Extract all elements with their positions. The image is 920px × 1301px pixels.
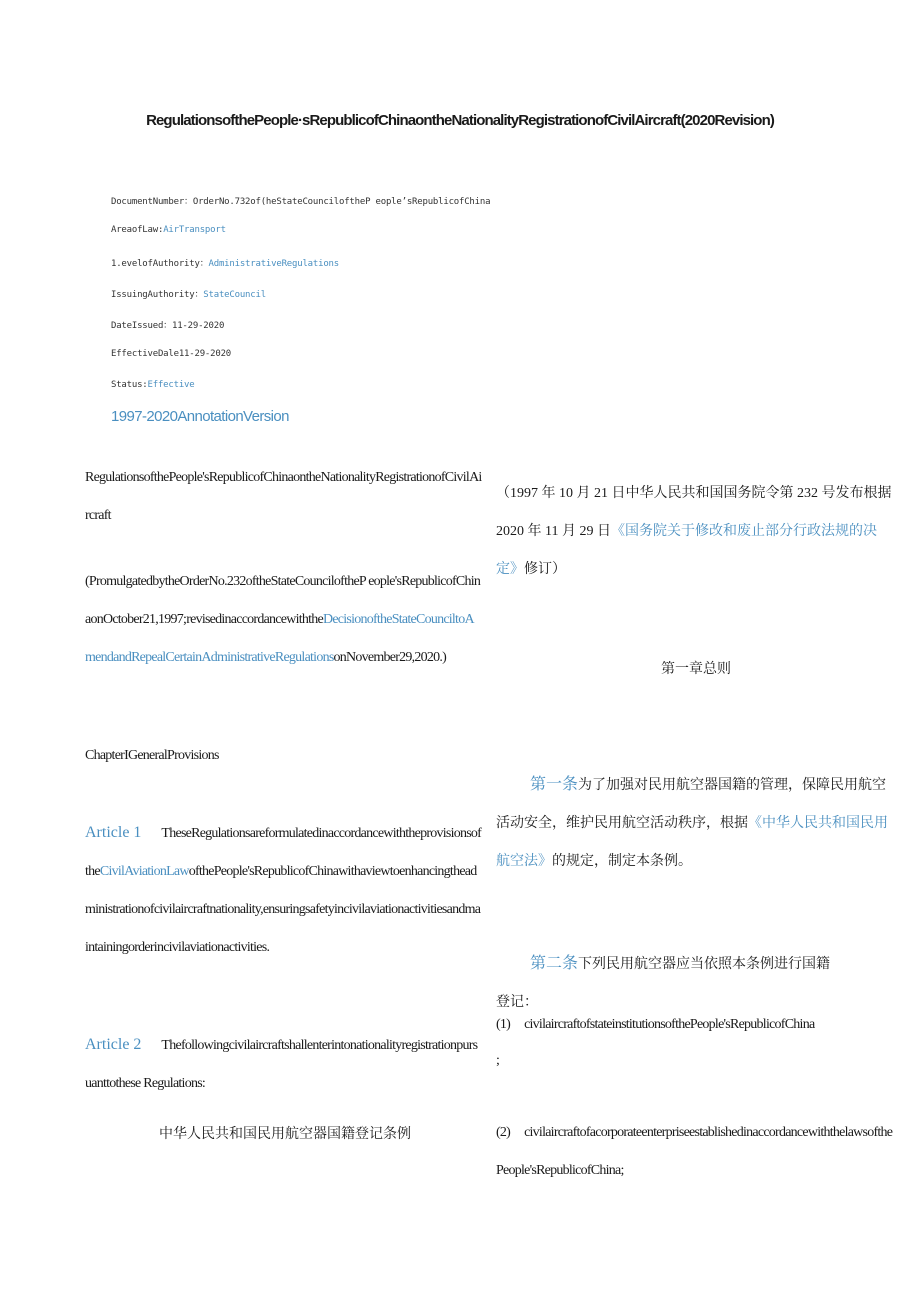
document-number: DocumentNumber：OrderNo.732of(heStateCounciloftheP eople’sRepublicofChina [111,197,491,207]
issuing-authority-link[interactable]: StateCouncil [203,290,266,300]
list-item-2-number: (2) [496,1125,511,1140]
list-item-1-text: civilaircraftofstateinstitutionsofthePeople'sRepublicofChina [524,1017,815,1032]
level-of-authority-link[interactable]: AdministrativeRegulations [208,259,339,269]
chinese-article-2-continuation: 登记： [496,995,538,1010]
list-item-1 [496,1006,906,1044]
status-label: Status: [111,380,148,390]
english-decision-link[interactable]: DecisionoftheStateCounciltoAmendandRepealCertainAdministrativeRegulations [85,612,474,665]
english-article-1-label[interactable]: Article 1 [85,824,142,841]
english-article-1 [85,814,483,967]
chinese-article-2 [530,945,830,984]
english-promulgation-suffix: onNovember29,2020.) [333,650,447,665]
document-title: RegulationsofthePeople·sRepublicofChinaontheNationalityRegistrationofCivilAircraft(2020Revision) [146,112,774,129]
civil-aviation-law-cn-link[interactable]: 《中华人民共和国民用航空法》 [496,816,888,869]
level-of-authority [111,256,339,269]
chinese-article-1-suffix: 的规定，制定本条例。 [552,854,692,869]
issuing-authority [111,287,266,300]
area-of-law [111,225,226,235]
english-article-1-suffix: ofthePeople'sRepublicofChinawithaviewtoenhancingtheadministrationofcivilaircraftnationality,ensuringsafetyincivilaviationactivitiesandmaintainingorderincivilaviationactivities. [85,864,481,955]
status [111,380,195,390]
english-promulgation-prefix: (PromulgatedbytheOrderNo.232oftheStateCounciloftheP eople'sRepublicofChinaonOctober21,1997;revisedinaccordancewiththe [85,574,481,627]
chinese-article-2-text: 下列民用航空器应当依照本条例进行国籍 [578,957,831,972]
status-link[interactable]: Effective [147,380,195,390]
chinese-article-1 [496,766,896,881]
english-article-2-text: Thefollowingcivilaircraftshallenterintonationalityregistrationpursuanttothese Regulations: [85,1038,478,1091]
area-of-law-link[interactable]: AirTransport [163,225,226,235]
effective-date: EffectiveDale11-29-2020 [111,349,232,359]
list-item-1-number: (1) [496,1017,511,1032]
chinese-promulgation-note [496,475,896,589]
chinese-article-2-label[interactable]: 第二条 [530,955,579,972]
date-issued: DateIssued：11-29-2020 [111,321,225,331]
chinese-promulgation-prefix: （1997 年 10 月 21 日中华人民共和国国务院令第 232 号发布根据 2020 年 11 月 29 日 [496,486,892,539]
chinese-article-1-label[interactable]: 第一条 [530,776,579,793]
level-of-authority-label: 1.evelofAuthority： [111,259,209,269]
english-article-1-prefix: TheseRegulationsareformulatedinaccordancewiththeprovisionsofthe [85,826,482,879]
english-article-2-label[interactable]: Article 2 [85,1036,142,1053]
civil-aviation-law-link[interactable]: CivilAviationLaw [99,864,189,879]
english-document-title: RegulationsofthePeople'sRepublicofChinaontheNationalityRegistrationofCivilAircraft [85,470,482,523]
chinese-decision-link[interactable]: 《国务院关于修改和废止部分行政法规的决定》 [496,524,877,577]
area-of-law-label: AreaofLaw: [111,225,164,235]
list-item-1-end: ; [496,1053,500,1068]
chinese-document-title: 中华人民共和国民用航空器国籍登记条例 [159,1127,411,1142]
english-article-2 [85,1026,483,1103]
list-item-2 [496,1114,898,1190]
chinese-promulgation-suffix: 修订） [524,562,566,577]
issuing-authority-label: IssuingAuthority： [111,290,204,300]
english-chapter-heading: ChapterIGeneralProvisions [85,748,219,763]
english-promulgation-note [85,563,483,677]
annotation-version-link[interactable]: 1997-2020AnnotationVersion [111,408,289,425]
chinese-article-1-prefix: 为了加强对民用航空器国籍的管理，保障民用航空活动安全，维护民用航空活动秩序，根据 [496,778,887,831]
chinese-chapter-heading: 第一章总则 [661,662,731,677]
list-item-2-text: civilaircraftofacorporateenterpriseestablishedinaccordancewiththelawsofthePeople'sRepublicofChina; [496,1125,893,1178]
